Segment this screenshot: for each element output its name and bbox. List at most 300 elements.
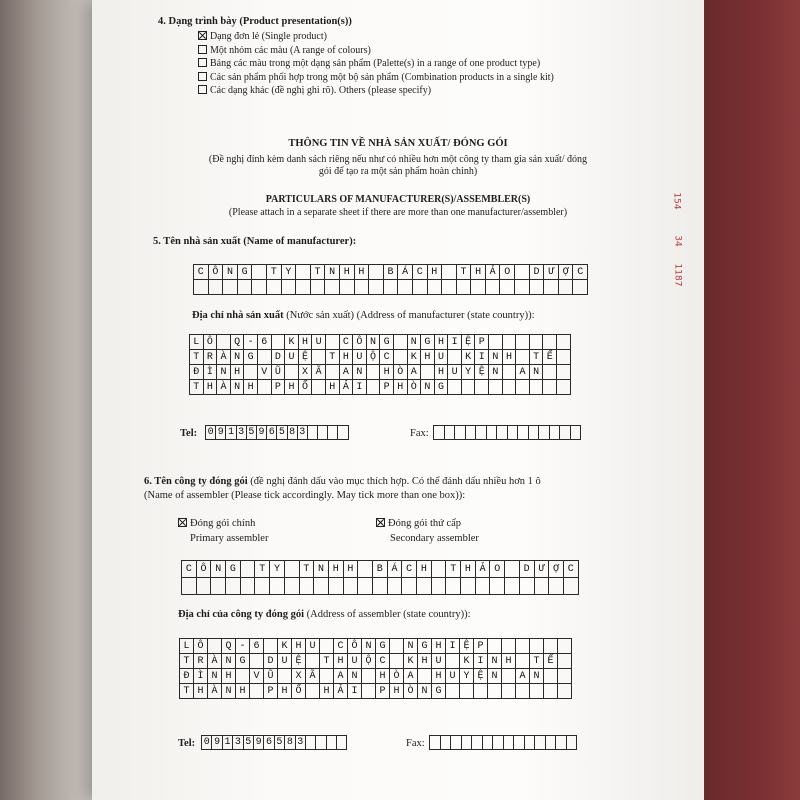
char-box[interactable]: N [417,683,432,699]
char-box[interactable] [324,279,340,295]
char-box[interactable]: À [207,683,222,699]
char-box[interactable]: H [277,683,292,699]
presentation-option-checkbox[interactable] [198,45,207,54]
char-box[interactable]: 0 [205,425,216,440]
char-box[interactable] [328,577,344,595]
char-box[interactable] [501,668,516,684]
char-box[interactable]: G [420,334,435,350]
char-box[interactable]: O [489,560,505,578]
char-box[interactable] [281,279,297,295]
presentation-option-checkbox[interactable] [198,72,207,81]
char-box[interactable]: I [347,683,362,699]
char-box[interactable]: V [249,668,264,684]
char-box[interactable] [210,577,226,595]
char-box[interactable]: H [434,334,449,350]
char-box[interactable]: G [237,264,253,280]
char-box[interactable]: D [263,653,278,669]
char-box[interactable] [474,379,489,395]
char-box[interactable]: H [379,364,394,380]
char-box[interactable]: H [431,668,446,684]
char-box[interactable]: H [203,379,218,395]
char-box[interactable]: T [299,560,315,578]
char-box[interactable]: C [412,264,428,280]
char-box[interactable] [249,653,264,669]
char-box[interactable]: Ệ [474,364,489,380]
char-box[interactable] [441,264,457,280]
char-box[interactable]: N [216,364,231,380]
char-box[interactable] [325,364,340,380]
char-box[interactable]: G [417,638,432,654]
char-box[interactable]: U [277,653,292,669]
char-box[interactable]: Y [459,668,474,684]
char-box[interactable]: 6 [249,638,264,654]
char-box[interactable]: U [447,364,462,380]
char-box[interactable] [557,683,572,699]
char-box[interactable]: N [487,653,502,669]
char-box[interactable] [557,638,572,654]
char-box[interactable] [266,279,282,295]
char-box[interactable] [397,279,413,295]
char-box[interactable]: Ư [534,560,550,578]
char-box[interactable]: H [339,349,354,365]
char-box[interactable]: 6 [257,334,272,350]
presentation-option-checkbox[interactable] [198,58,207,67]
char-box[interactable]: K [277,638,292,654]
char-box[interactable]: Á [397,264,413,280]
char-box[interactable]: H [420,349,435,365]
char-box[interactable] [284,577,300,595]
char-box[interactable]: N [324,264,340,280]
char-box[interactable] [368,264,384,280]
char-box[interactable]: Q [230,334,245,350]
char-box[interactable] [284,560,300,578]
char-box[interactable] [529,638,544,654]
char-box[interactable]: 5 [276,425,287,440]
char-box[interactable]: 1 [225,425,236,440]
char-box[interactable]: H [375,668,390,684]
char-box[interactable]: H [343,560,359,578]
char-box[interactable]: À [207,653,222,669]
char-box[interactable]: 5 [243,735,254,750]
char-box[interactable] [393,334,408,350]
char-box[interactable] [337,425,348,440]
char-box[interactable]: H [389,683,404,699]
char-box[interactable]: D [519,560,535,578]
char-box[interactable]: H [325,379,340,395]
char-box[interactable]: N [361,638,376,654]
char-box[interactable]: À [216,349,231,365]
char-box[interactable] [249,683,264,699]
char-box[interactable] [431,577,447,595]
char-box[interactable] [357,577,373,595]
char-box[interactable] [208,279,224,295]
char-box[interactable] [570,425,582,440]
secondary-assembler-checkbox[interactable] [376,518,385,527]
char-box[interactable]: A [339,364,354,380]
char-box[interactable] [572,279,588,295]
char-box[interactable]: A [515,668,530,684]
char-box[interactable] [501,638,516,654]
char-box[interactable] [325,334,340,350]
char-box[interactable] [556,349,571,365]
char-box[interactable] [459,683,474,699]
char-box[interactable] [383,279,399,295]
char-box[interactable]: Ệ [298,349,313,365]
char-box[interactable] [557,653,572,669]
char-box[interactable] [566,735,578,750]
char-box[interactable] [515,653,530,669]
char-box[interactable]: H [243,379,258,395]
char-box[interactable]: B [372,560,388,578]
char-box[interactable]: N [420,379,435,395]
char-box[interactable]: K [403,653,418,669]
char-box[interactable] [361,683,376,699]
char-box[interactable]: I [474,349,489,365]
char-box[interactable]: N [210,560,226,578]
char-box[interactable]: I [473,653,488,669]
char-box[interactable]: G [243,349,258,365]
char-box[interactable] [542,334,557,350]
char-box[interactable]: H [221,668,236,684]
char-box[interactable]: N [352,364,367,380]
char-box[interactable] [257,379,272,395]
char-box[interactable] [389,638,404,654]
char-box[interactable]: U [431,653,446,669]
char-box[interactable]: 0 [201,735,212,750]
char-box[interactable] [427,279,443,295]
char-box[interactable] [240,577,256,595]
char-box[interactable]: À [216,379,231,395]
char-box[interactable] [487,638,502,654]
char-box[interactable]: T [325,349,340,365]
char-box[interactable]: Ô [352,334,367,350]
char-box[interactable]: C [401,560,417,578]
char-box[interactable] [461,379,476,395]
char-box[interactable]: H [470,264,486,280]
char-box[interactable]: - [235,638,250,654]
char-box[interactable]: H [431,638,446,654]
char-box[interactable] [401,577,417,595]
char-box[interactable]: P [375,683,390,699]
char-box[interactable]: N [207,668,222,684]
char-box[interactable]: C [181,560,197,578]
char-box[interactable]: Ư [543,264,559,280]
char-box[interactable] [357,560,373,578]
char-box[interactable] [216,334,231,350]
char-box[interactable] [354,279,370,295]
char-box[interactable]: Đ [179,668,194,684]
char-box[interactable]: Ũ [271,364,286,380]
char-box[interactable]: B [383,264,399,280]
char-box[interactable] [529,279,545,295]
char-box[interactable] [257,349,272,365]
primary-assembler-option[interactable] [178,518,255,530]
char-box[interactable] [284,364,299,380]
char-box[interactable]: U [284,349,299,365]
char-box[interactable]: Ã [305,668,320,684]
char-box[interactable]: 6 [263,735,274,750]
char-box[interactable]: H [427,264,443,280]
char-box[interactable]: Ò [393,364,408,380]
char-box[interactable]: A [403,668,418,684]
char-box[interactable]: G [431,683,446,699]
char-box[interactable]: H [417,653,432,669]
char-box[interactable]: T [456,264,472,280]
char-box[interactable] [441,279,457,295]
char-box[interactable]: Ô [196,560,212,578]
char-box[interactable] [225,577,241,595]
char-box[interactable]: U [445,668,460,684]
char-box[interactable]: H [291,638,306,654]
char-box[interactable] [529,334,544,350]
char-box[interactable]: 9 [211,735,222,750]
char-box[interactable] [368,279,384,295]
char-box[interactable]: H [434,364,449,380]
char-box[interactable]: I [445,638,460,654]
char-box[interactable]: 8 [284,735,295,750]
presentation-option-checkbox[interactable] [198,31,207,40]
char-box[interactable]: H [319,683,334,699]
char-box[interactable]: H [298,334,313,350]
char-box[interactable] [548,577,564,595]
secondary-assembler-option[interactable] [376,518,461,530]
char-box[interactable]: I [447,334,462,350]
char-box[interactable] [361,668,376,684]
char-box[interactable]: P [473,638,488,654]
char-box[interactable]: K [459,653,474,669]
char-box[interactable]: 3 [232,735,243,750]
char-box[interactable] [181,577,197,595]
char-box[interactable]: 5 [274,735,285,750]
char-box[interactable]: H [284,379,299,395]
char-box[interactable]: H [354,264,370,280]
char-box[interactable]: 6 [266,425,277,440]
char-box[interactable]: N [487,668,502,684]
char-box[interactable] [475,577,491,595]
char-box[interactable]: N [230,349,245,365]
char-box[interactable] [470,279,486,295]
char-box[interactable]: X [291,668,306,684]
char-box[interactable]: Ộ [366,349,381,365]
char-box[interactable]: T [319,653,334,669]
char-box[interactable] [499,279,515,295]
char-box[interactable]: V [257,364,272,380]
char-box[interactable] [534,577,550,595]
char-box[interactable] [243,364,258,380]
char-box[interactable]: Ả [475,560,491,578]
char-box[interactable] [556,334,571,350]
char-box[interactable]: T [179,653,194,669]
char-box[interactable] [543,279,559,295]
char-box[interactable]: Ô [203,334,218,350]
char-box[interactable]: N [230,379,245,395]
char-box[interactable]: N [488,364,503,380]
char-box[interactable]: Y [461,364,476,380]
char-box[interactable]: X [298,364,313,380]
presentation-option[interactable] [198,58,540,70]
char-box[interactable]: C [572,264,588,280]
char-box[interactable]: N [221,653,236,669]
char-box[interactable]: P [271,379,286,395]
char-box[interactable]: 8 [287,425,298,440]
char-box[interactable]: A [407,364,422,380]
char-box[interactable] [515,638,530,654]
char-box[interactable]: G [434,379,449,395]
char-box[interactable]: 3 [236,425,247,440]
char-box[interactable]: T [189,379,204,395]
char-box[interactable]: P [263,683,278,699]
char-box[interactable]: G [379,334,394,350]
char-box[interactable]: N [403,638,418,654]
char-box[interactable] [515,683,530,699]
char-box[interactable] [542,364,557,380]
char-box[interactable] [460,577,476,595]
char-box[interactable]: N [366,334,381,350]
char-box[interactable]: Q [221,638,236,654]
char-box[interactable] [412,279,428,295]
char-box[interactable]: Ệ [461,334,476,350]
char-box[interactable]: Ò [389,668,404,684]
char-box[interactable]: N [222,264,238,280]
char-box[interactable]: Ộ [361,653,376,669]
char-box[interactable] [502,379,517,395]
presentation-option[interactable] [198,31,327,43]
char-box[interactable] [504,560,520,578]
char-box[interactable]: T [529,653,544,669]
char-box[interactable]: U [305,638,320,654]
char-box[interactable]: U [311,334,326,350]
char-box[interactable]: A [515,364,530,380]
char-box[interactable] [389,653,404,669]
char-box[interactable] [277,668,292,684]
char-box[interactable]: Ệ [291,653,306,669]
char-box[interactable]: Ò [407,379,422,395]
char-box[interactable]: G [375,638,390,654]
char-box[interactable] [193,279,209,295]
char-box[interactable] [542,379,557,395]
char-box[interactable] [311,349,326,365]
char-box[interactable]: T [310,264,326,280]
char-box[interactable]: H [416,560,432,578]
char-box[interactable] [543,668,558,684]
char-box[interactable] [319,638,334,654]
char-box[interactable]: H [502,349,517,365]
char-box[interactable] [473,683,488,699]
char-box[interactable] [196,577,212,595]
char-box[interactable] [519,577,535,595]
char-box[interactable]: D [529,264,545,280]
char-box[interactable]: K [284,334,299,350]
char-box[interactable]: 1 [222,735,233,750]
char-box[interactable]: 3 [295,735,306,750]
char-box[interactable] [445,683,460,699]
char-box[interactable]: Ố [298,379,313,395]
char-box[interactable] [447,379,462,395]
char-box[interactable] [445,577,461,595]
char-box[interactable]: L [179,638,194,654]
char-box[interactable] [488,379,503,395]
char-box[interactable] [393,349,408,365]
char-box[interactable] [515,334,530,350]
char-box[interactable]: Ệ [473,668,488,684]
char-box[interactable] [488,334,503,350]
char-box[interactable] [557,668,572,684]
char-box[interactable]: Ũ [263,668,278,684]
char-box[interactable] [420,364,435,380]
char-box[interactable] [310,279,326,295]
char-box[interactable] [269,577,285,595]
char-box[interactable]: H [460,560,476,578]
char-box[interactable] [417,668,432,684]
char-box[interactable] [502,334,517,350]
char-box[interactable]: Ì [193,668,208,684]
char-box[interactable]: T [189,349,204,365]
char-box[interactable] [313,577,329,595]
char-box[interactable]: D [271,349,286,365]
char-box[interactable]: P [379,379,394,395]
char-box[interactable] [416,577,432,595]
char-box[interactable]: N [221,683,236,699]
char-box[interactable] [299,577,315,595]
char-box[interactable]: Đ [189,364,204,380]
char-box[interactable]: H [339,264,355,280]
char-box[interactable] [251,279,267,295]
presentation-option[interactable] [198,72,554,84]
char-box[interactable] [372,577,388,595]
presentation-option[interactable] [198,45,371,57]
char-box[interactable]: Ô [347,638,362,654]
char-box[interactable]: R [193,653,208,669]
char-box[interactable] [556,364,571,380]
char-box[interactable]: Ế [543,653,558,669]
char-box[interactable] [543,683,558,699]
char-box[interactable] [447,349,462,365]
char-box[interactable]: C [339,334,354,350]
char-box[interactable]: Ả [339,379,354,395]
char-box[interactable]: Ợ [558,264,574,280]
char-box[interactable]: H [333,653,348,669]
char-box[interactable] [529,683,544,699]
char-box[interactable] [336,735,347,750]
char-box[interactable]: H [230,364,245,380]
char-box[interactable] [445,653,460,669]
char-box[interactable] [456,279,472,295]
char-box[interactable] [311,379,326,395]
char-box[interactable]: Ả [485,264,501,280]
char-box[interactable] [240,560,256,578]
char-box[interactable]: Ò [403,683,418,699]
char-box[interactable]: Ô [208,264,224,280]
char-box[interactable]: 9 [256,425,267,440]
char-box[interactable]: Ợ [548,560,564,578]
char-box[interactable]: T [254,560,270,578]
char-box[interactable] [366,379,381,395]
char-box[interactable] [339,279,355,295]
char-box[interactable]: Ã [311,364,326,380]
char-box[interactable]: C [193,264,209,280]
char-box[interactable]: P [474,334,489,350]
char-box[interactable] [529,379,544,395]
char-box[interactable]: Y [269,560,285,578]
char-box[interactable]: R [203,349,218,365]
char-box[interactable] [251,264,267,280]
char-box[interactable]: H [235,683,250,699]
char-box[interactable] [501,683,516,699]
char-box[interactable]: Ả [333,683,348,699]
char-box[interactable] [305,653,320,669]
char-box[interactable] [558,279,574,295]
char-box[interactable] [515,379,530,395]
